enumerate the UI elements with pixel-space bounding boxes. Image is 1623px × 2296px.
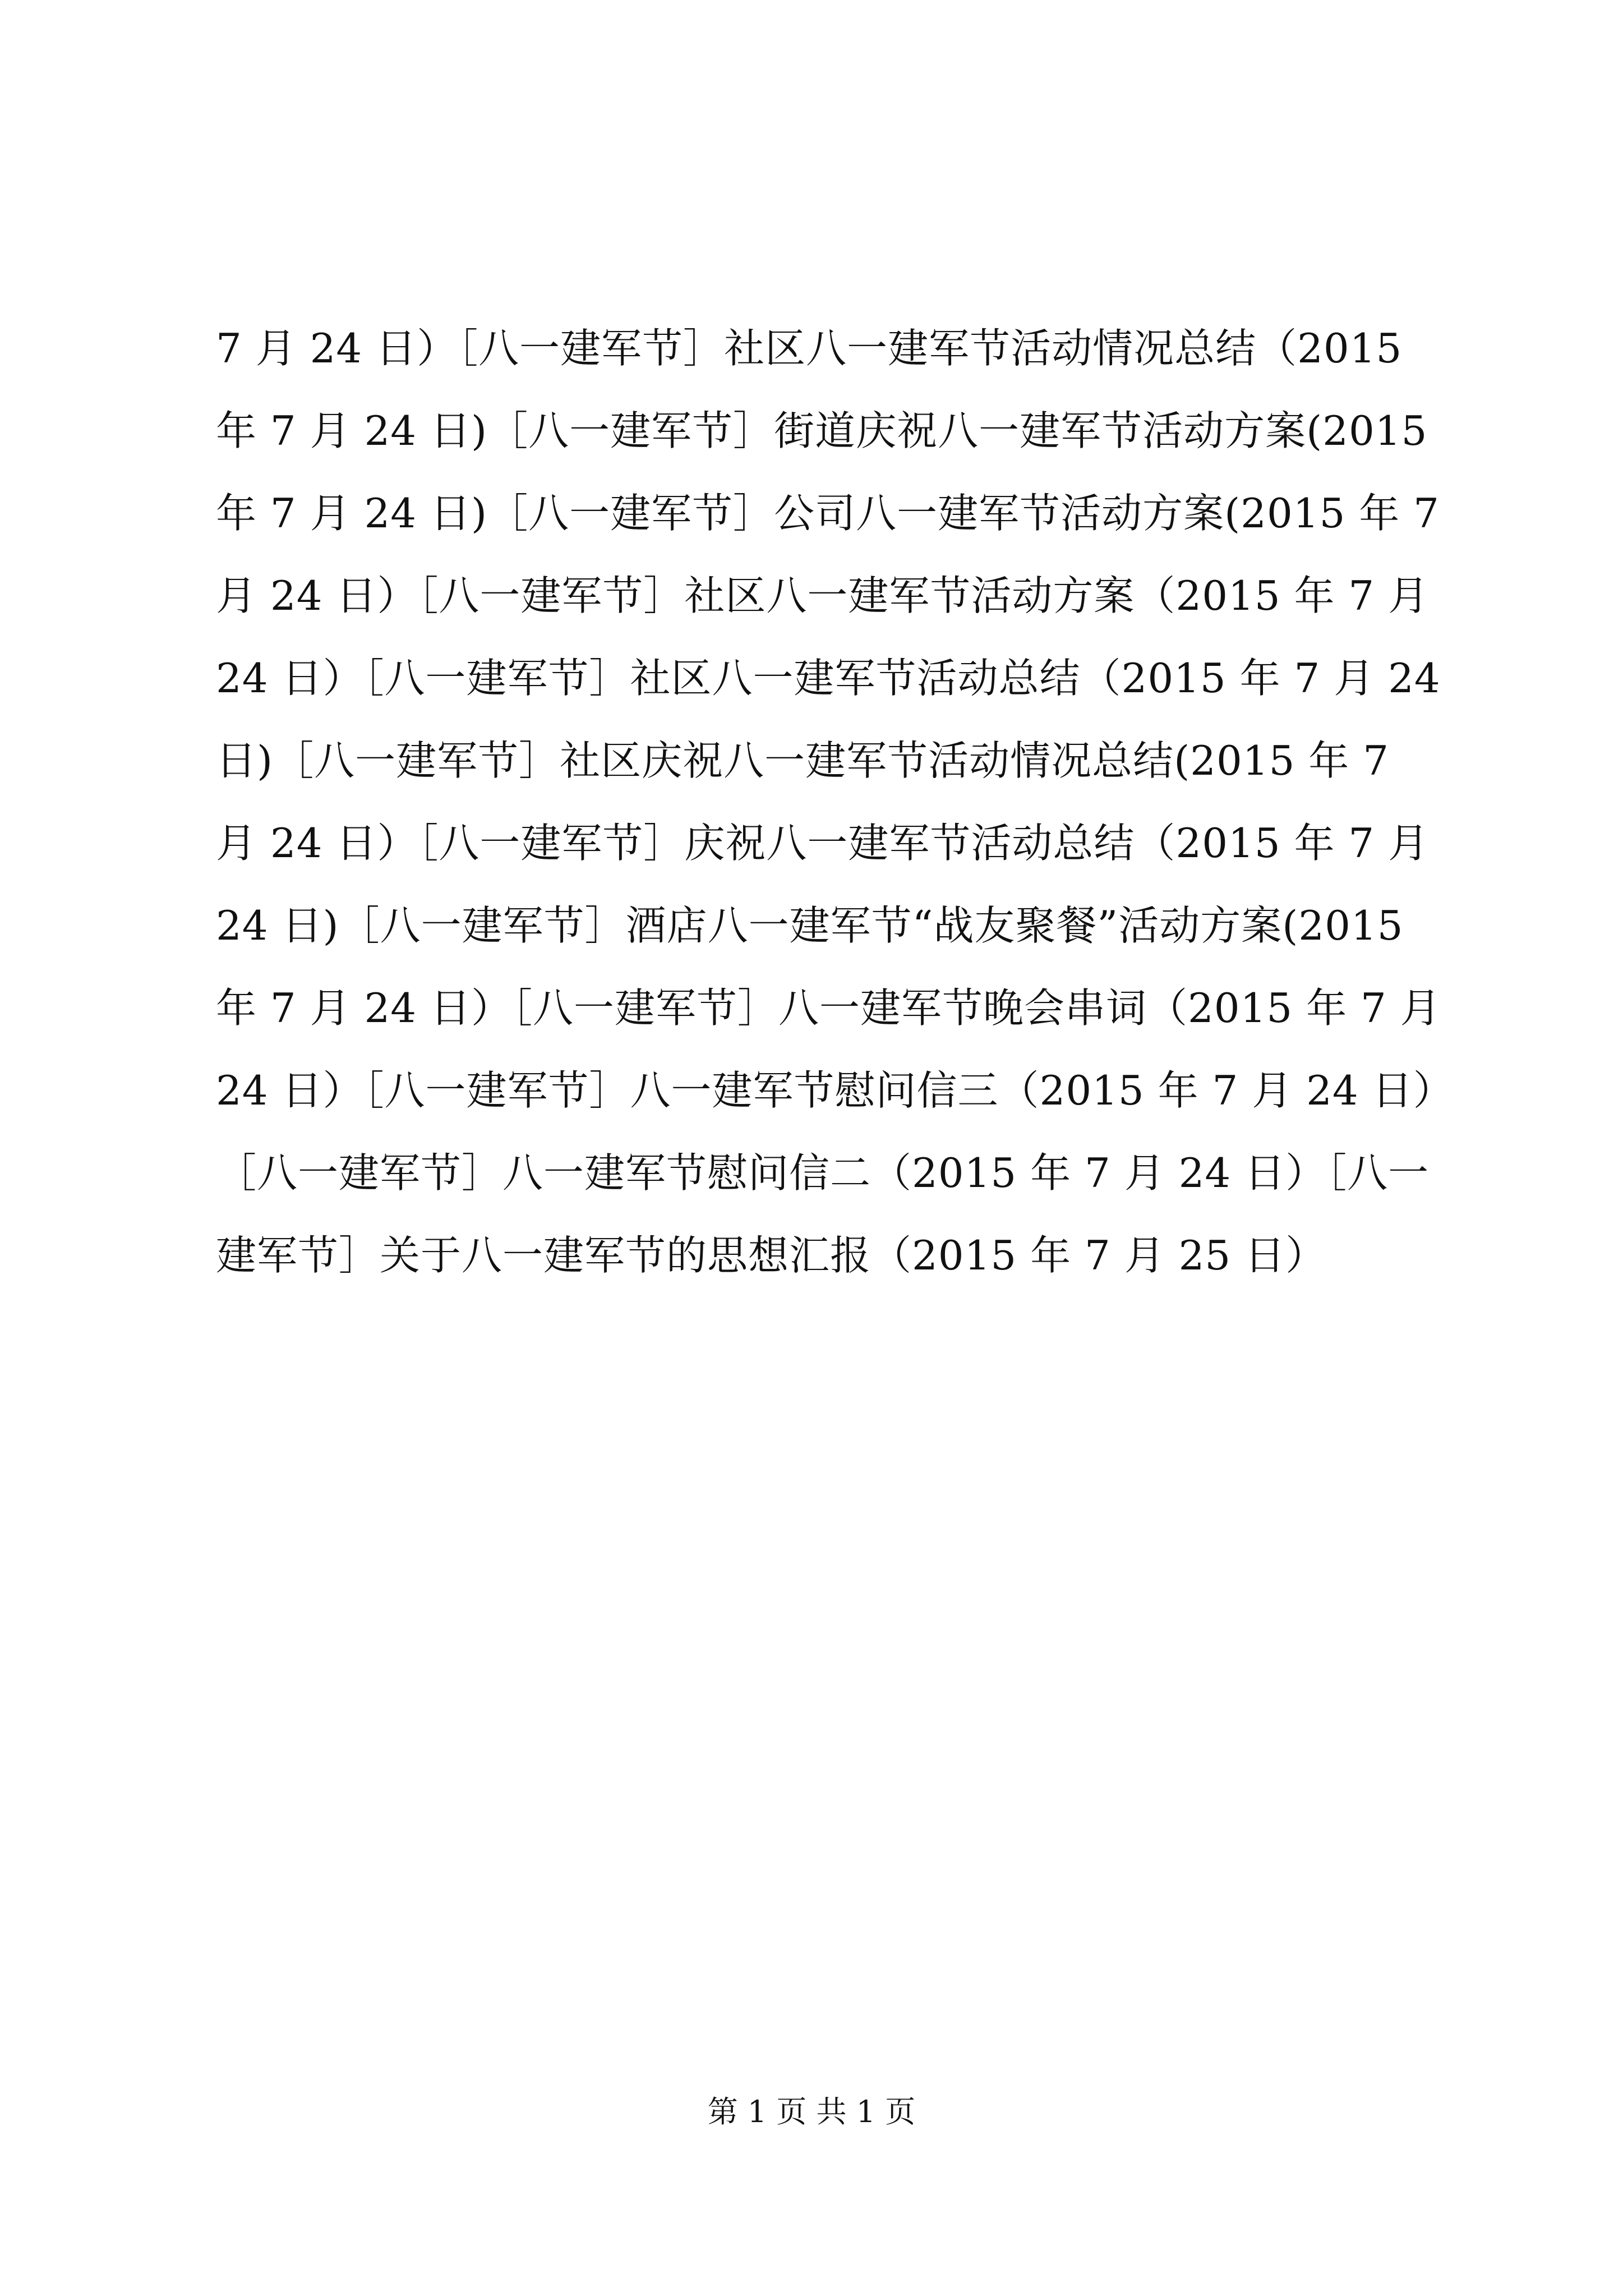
body-line-7: 月 24 日）［八一建军节］庆祝八一建军节活动总结（2015 年 7 月 (216, 820, 1430, 867)
body-line-1: 7 月 24 日）［八一建军节］社区八一建军节活动情况总结（2015 (216, 325, 1403, 372)
body-line-8: 24 日)［八一建军节］酒店八一建军节“战友聚餐”活动方案(2015 (216, 902, 1404, 949)
body-line-9: 年 7 月 24 日）［八一建军节］八一建军节晚会串词（2015 年 7 月 (216, 984, 1441, 1032)
body-line-4: 月 24 日）［八一建军节］社区八一建军节活动方案（2015 年 7 月 (216, 572, 1430, 619)
body-line-3: 年 7 月 24 日)［八一建军节］公司八一建军节活动方案(2015 年 7 (216, 490, 1440, 537)
body-line-12: 建军节］关于八一建军节的思想汇报（2015 年 7 月 25 日） (216, 1232, 1327, 1279)
page-footer: 第 1 页 共 1 页 (707, 2094, 916, 2129)
body-line-2: 年 7 月 24 日)［八一建军节］街道庆祝八一建军节活动方案(2015 (216, 407, 1428, 454)
body-line-5: 24 日）［八一建军节］社区八一建军节活动总结（2015 年 7 月 24 (216, 655, 1441, 702)
body-line-10: 24 日）［八一建军节］八一建军节慰问信三（2015 年 7 月 24 日） (216, 1067, 1454, 1114)
document-body (216, 307, 1454, 1297)
body-line-11: ［八一建军节］八一建军节慰问信二（2015 年 7 月 24 日）［八一 (216, 1149, 1430, 1197)
body-line-6: 日)［八一建军节］社区庆祝八一建军节活动情况总结(2015 年 7 (216, 737, 1389, 784)
